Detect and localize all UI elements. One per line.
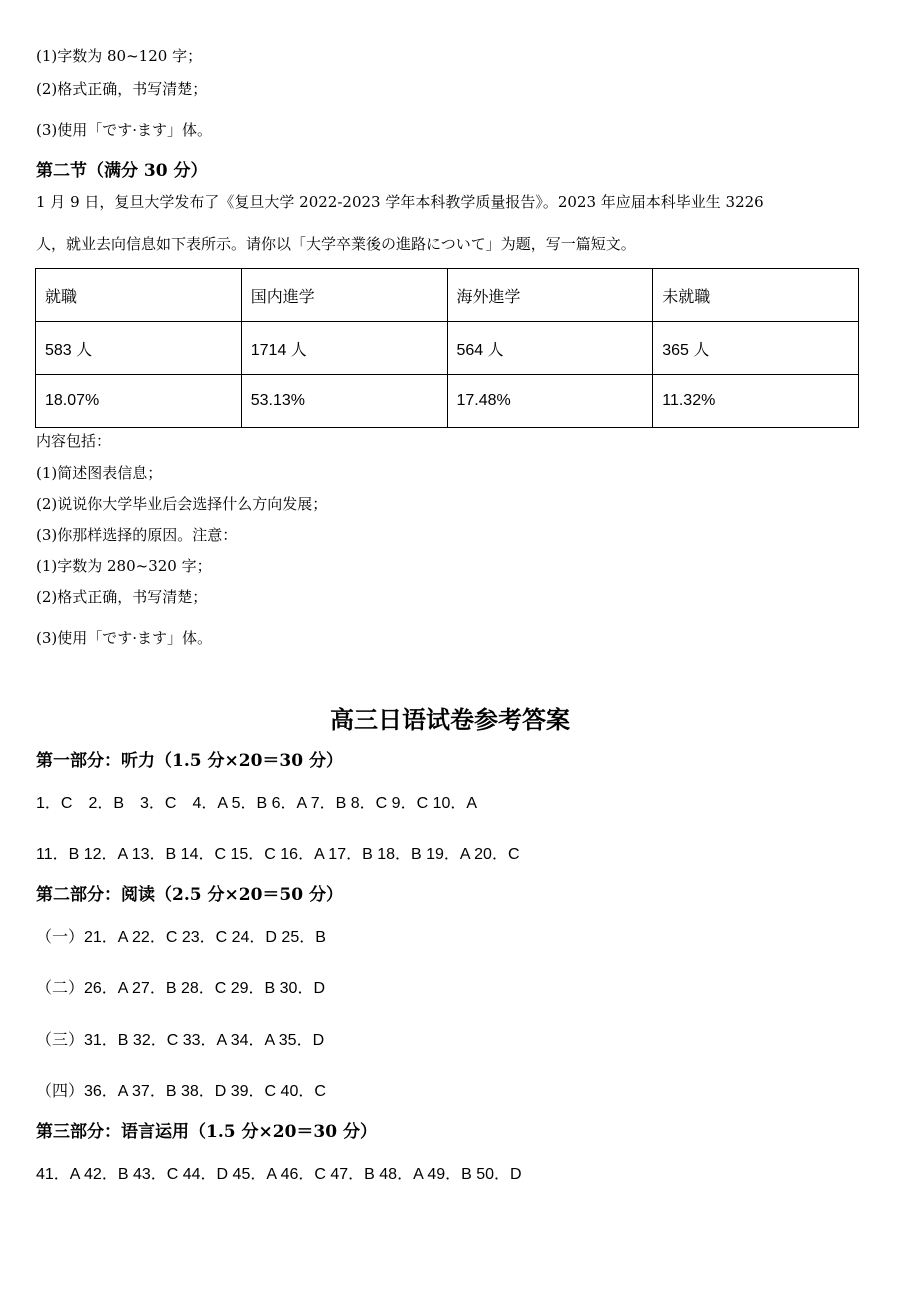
content-line: (2)格式正确，书写清楚；	[36, 588, 208, 606]
top-note-2: (2)格式正确，书写清楚；	[36, 80, 208, 98]
part2-answers-line: （一）21．A 22．C 23．C 24．D 25．B	[36, 929, 326, 946]
table-cell-count: 564 人	[447, 322, 653, 375]
part1-heading: 第一部分：听力（1.5 分×20＝30 分）	[36, 751, 343, 771]
content-line: (1)简述图表信息；	[36, 464, 163, 482]
table-header-cell: 未就職	[653, 269, 859, 322]
part2-answers-line: （三）31．B 32．C 33．A 34．A 35．D	[36, 1032, 325, 1049]
content-line: (3)使用「です·ます」体。	[36, 629, 213, 647]
part2-heading: 第二部分：阅读（2.5 分×20＝50 分）	[36, 885, 343, 905]
table-cell-percent: 53.13%	[241, 375, 447, 428]
section2-heading: 第二节（满分 30 分）	[36, 161, 208, 181]
content-line: 内容包括：	[36, 432, 112, 450]
table-cell-percent: 18.07%	[36, 375, 242, 428]
table-cell-count: 365 人	[653, 322, 859, 375]
table-row	[36, 322, 859, 375]
content-line: (3)你那样选择的原因。注意：	[36, 526, 238, 544]
table-cell-count: 1714 人	[241, 322, 447, 375]
table-row	[36, 269, 859, 322]
table-row	[36, 375, 859, 428]
part1-answers-line2: 11．B 12．A 13．B 14．C 15．C 16．A 17．B 18．B 19．A 20．C	[36, 846, 520, 863]
part3-heading: 第三部分：语言运用（1.5 分×20＝30 分）	[36, 1122, 377, 1142]
table-header-cell: 海外進学	[447, 269, 653, 322]
top-note-3: (3)使用「です·ます」体。	[36, 121, 213, 139]
content-line: (2)说说你大学毕业后会选择什么方向发展；	[36, 495, 328, 513]
part1-answers-line1: 1．C 2．B 3．C 4．A 5．B 6．A 7．B 8．C 9．C 10．A	[36, 795, 478, 812]
top-note-1: (1)字数为 80~120 字；	[36, 47, 203, 65]
part2-answers-line: （四）36．A 37．B 38．D 39．C 40．C	[36, 1083, 326, 1100]
content-line: (1)字数为 280~320 字；	[36, 557, 212, 575]
section2-intro-line1: 1 月 9 日，复旦大学发布了《复旦大学 2022-2023 学年本科教学质量报告》。2023 年应届本科毕业生 3226	[36, 193, 764, 211]
part3-answers-line1: 41．A 42．B 43．C 44．D 45．A 46．C 47．B 48．A 49．B 50．D	[36, 1166, 522, 1183]
section2-intro-line2: 人，就业去向信息如下表所示。请你以「大学卒業後の進路について」为题，写一篇短文。	[36, 235, 636, 253]
table-header-cell: 就職	[36, 269, 242, 322]
answers-title: 高三日语试卷参考答案	[330, 705, 570, 734]
part2-answers-line: （二）26．A 27．B 28．C 29．B 30．D	[36, 980, 326, 997]
employment-table	[35, 268, 859, 428]
table-cell-percent: 11.32%	[653, 375, 859, 428]
table-header-cell: 国内進学	[241, 269, 447, 322]
table-cell-count: 583 人	[36, 322, 242, 375]
table-cell-percent: 17.48%	[447, 375, 653, 428]
